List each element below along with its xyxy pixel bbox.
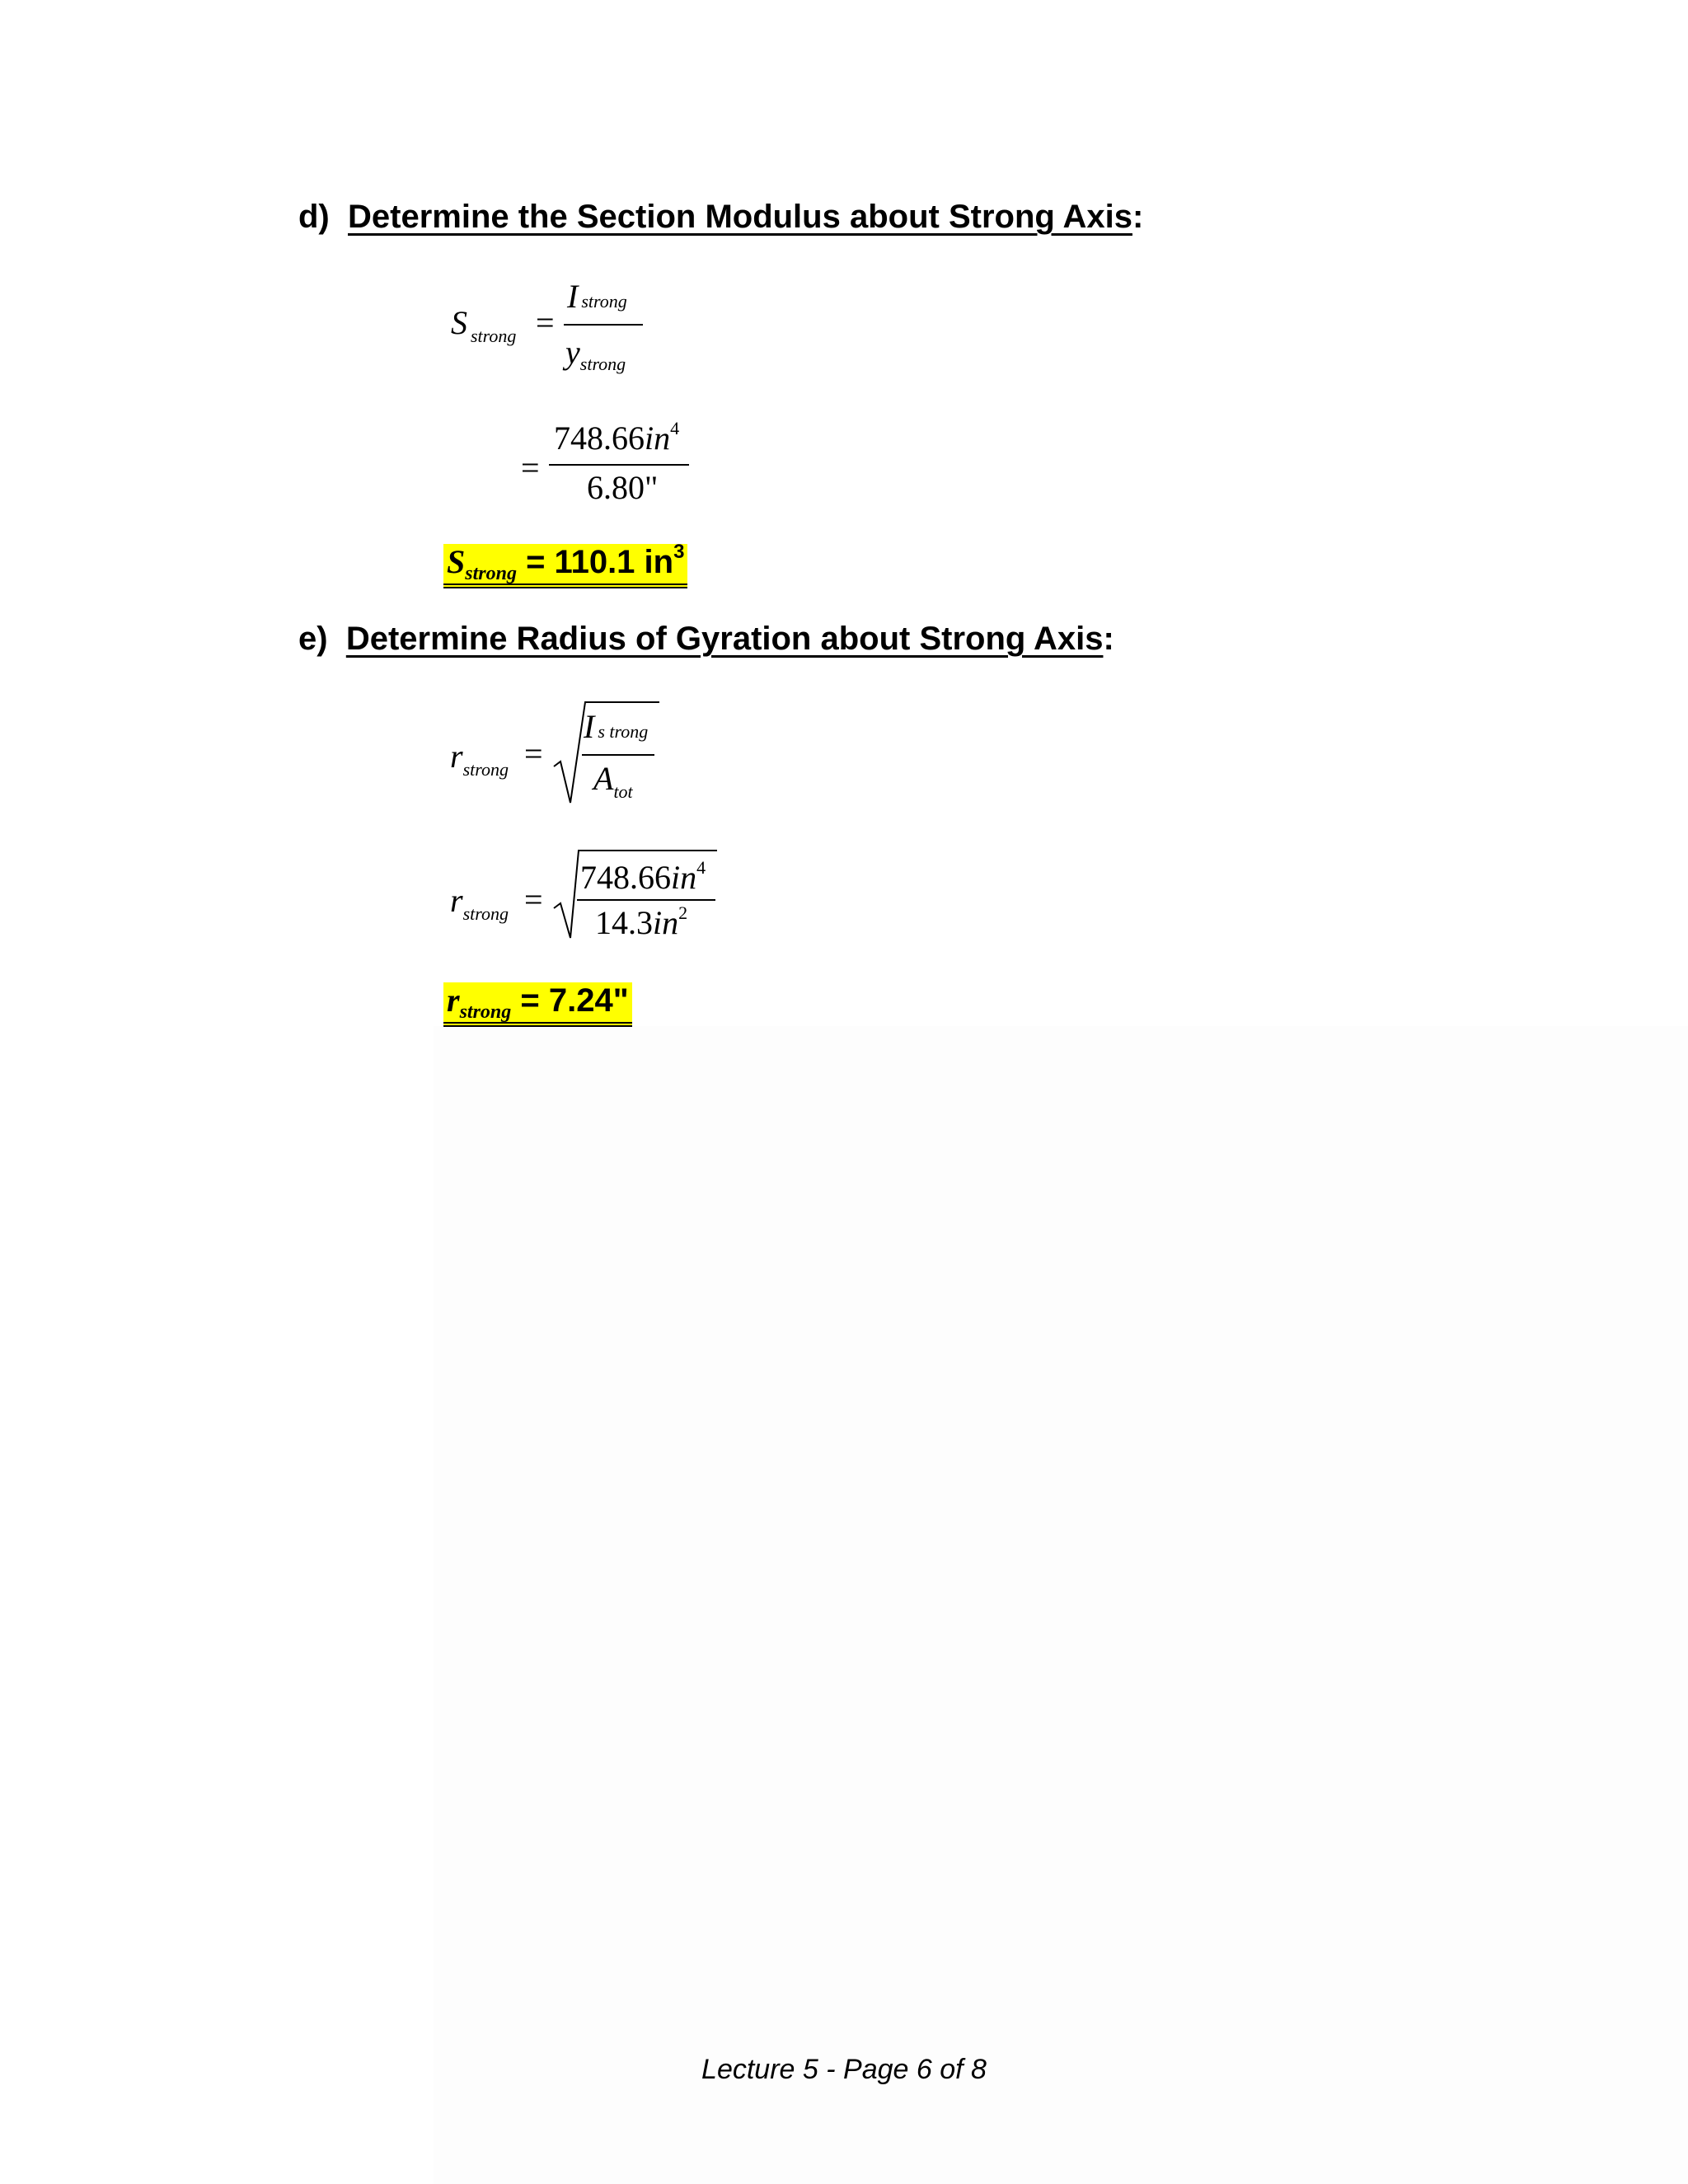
eq-r2-den-value: 14.3 [595, 904, 653, 941]
eq-r1-fraction-bar [582, 754, 654, 756]
eq-r2-equals: = [524, 881, 543, 918]
result-s-exp: 3 [673, 541, 685, 563]
eq-s1-num-sub: strong [581, 291, 627, 312]
section-e-title: Determine Radius of Gyration about Strong Axis [345, 621, 1104, 657]
section-d-title: Determine the Section Modulus about Strong Axis [348, 199, 1132, 235]
eq-r2-den-unit: in [653, 904, 679, 941]
section-e-heading [298, 622, 1114, 655]
section-e-label: e) [298, 621, 328, 657]
eq-s1-den-sub: strong [579, 354, 626, 374]
result-r-symbol: r [447, 982, 460, 1019]
eq-r1-equals: = [524, 735, 543, 772]
eq-r2-lhs: r [450, 882, 463, 919]
eq-s1-num-var: I [567, 278, 579, 315]
eq-r2-num-unit: in [671, 859, 697, 896]
eq-s2-num-value: 748.66 [554, 419, 645, 457]
eq-r1-lhs: r [450, 738, 463, 775]
eq-r2-den-exp: 2 [678, 902, 688, 923]
eq-r1-lhs-sub: strong [462, 759, 509, 780]
result-s-sub: strong [465, 563, 517, 584]
eq-s2-fraction-bar [549, 464, 689, 466]
eq-r2-lhs-sub: strong [462, 903, 509, 924]
eq-s1-den-var: y [565, 334, 580, 371]
eq-s2-num-exp: 4 [670, 418, 680, 438]
result-r-text: = 7.24" [511, 982, 629, 1019]
eq-s2-num-unit: in [645, 419, 671, 457]
result-section-modulus [443, 541, 687, 588]
eq-r2-fraction-bar [577, 899, 715, 901]
eq-s1-equals: = [536, 304, 555, 341]
section-d-label: d) [298, 199, 330, 235]
eq-s1-lhs: S [451, 304, 467, 341]
section-d-colon: : [1132, 199, 1144, 235]
page-shade [434, 1026, 1688, 2184]
eq-s2-den-value: 6.80" [587, 469, 659, 506]
result-r-sub: strong [459, 1001, 512, 1023]
eq-r2-num-value: 748.66 [580, 859, 671, 896]
eq-r1-num-sub: s trong [598, 721, 649, 742]
eq-r1-den-var: A [593, 760, 614, 797]
result-s-symbol: S [447, 543, 466, 580]
eq-s2-equals: = [521, 449, 540, 486]
eq-r1-den-sub: tot [613, 781, 633, 802]
result-s-text: = 110.1 in [516, 544, 674, 580]
eq-r2-num-exp: 4 [696, 857, 706, 878]
eq-s1-fraction-bar [564, 324, 643, 326]
section-e-colon: : [1103, 621, 1114, 657]
eq-r1-num-var: I [584, 708, 595, 745]
section-d-heading [298, 200, 1143, 233]
page-footer: Lecture 5 - Page 6 of 8 [701, 2054, 987, 2085]
eq-s1-lhs-sub: strong [471, 326, 517, 346]
result-radius-of-gyration [443, 982, 632, 1027]
